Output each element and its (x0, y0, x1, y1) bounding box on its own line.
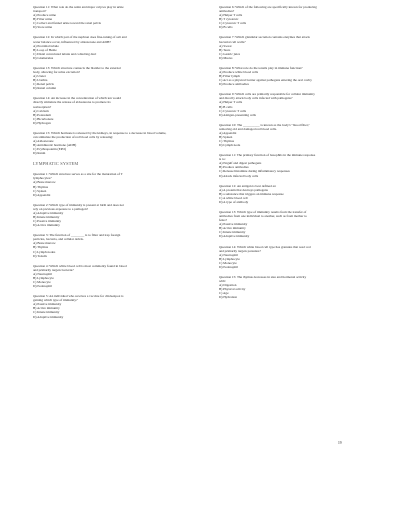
question-line: B) Produce antibodies (219, 165, 249, 170)
question-block (33, 5, 173, 29)
question-block (219, 245, 359, 269)
question-line: D) A type of antibody (219, 199, 249, 204)
question-line: C) Innate immunity (219, 230, 246, 235)
question-line: B) Lymphocyte (33, 275, 54, 280)
question-line: C) A white blood cell (219, 195, 248, 200)
question-line: B) Physical activity (219, 287, 246, 292)
question-text: Question 4: Which white blood cell is most commonly found in blood (33, 263, 127, 268)
question-block (33, 66, 173, 90)
question-line: D) Hydrogen (33, 120, 51, 125)
question-line: C) Lymph nodes (33, 249, 56, 254)
question-line: B) Potassium (33, 112, 51, 117)
question-line: rely on previous exposure to a pathogen? (33, 206, 88, 211)
left-column (33, 5, 173, 325)
question-list (33, 5, 173, 155)
question-line: A) Adaptive immunity (33, 210, 64, 215)
question-line: is to: (219, 157, 226, 162)
question-line: A) Neutrophil (33, 271, 52, 276)
question-line: D) Mucus (219, 55, 233, 60)
question-line: B) T cytotoxic (219, 17, 239, 22)
question-line: D) Tonsils (33, 253, 47, 258)
question-line: and directly attack body cells infected with pathogens? (219, 96, 293, 101)
question-line: B) Active immunity (219, 226, 246, 231)
question-line: B) Loop of Henle (33, 47, 57, 52)
question-text: Question 7: Which glandular secretion contains enzymes that attack (219, 35, 310, 40)
question-line: B) Lymphocyte (219, 256, 240, 261)
question-line: water balance occur, influenced by aldosterone and ADH? (33, 39, 111, 44)
question-line: B) Tears (219, 47, 231, 52)
question-line: D) B cells (219, 25, 233, 30)
question-block (33, 203, 173, 227)
question-block (33, 35, 173, 59)
question-line: A) Digestion (219, 283, 237, 288)
question-line: B) Thymus (33, 245, 49, 250)
question-line: C) Renal pelvis (33, 82, 54, 87)
question-text: Question 13: Which type of immunity results from the transfer of (219, 210, 307, 215)
question-line: D) Eosinophil (219, 264, 238, 269)
question-line: can stimulate the production of red blood cells by releasing: (33, 134, 114, 139)
question-line: D) Glomerulus (33, 55, 54, 60)
question-block (219, 92, 359, 116)
question-line: C) Spleen (33, 188, 47, 193)
question-line: A) Neutrophil (219, 252, 238, 257)
question-text: Question 11: The primary function of basophils in the immune response (219, 153, 316, 158)
question-text: Question 13: Which structure connects the bladder to the external (33, 65, 121, 70)
question-line: fetus? (219, 218, 227, 223)
question-line: removing old and damaged red blood cells. (219, 126, 277, 131)
question-line: A) Calcium (33, 108, 49, 113)
question-text: Question 15: The thymus decreases in size and hormonal activity (219, 275, 307, 280)
question-line: D) Eosinophil (33, 284, 52, 289)
question-line: body, allowing for urine excretion? (33, 69, 81, 74)
question-line: antibodies? (219, 9, 235, 14)
question-line: C) Cytotoxic T cells (219, 21, 247, 26)
question-line: C) Act as a physical barrier against pathogens entering the oral cavity (219, 78, 312, 83)
question-line: C) Collect and funnel urine toward the renal pelvis (33, 21, 101, 26)
question-line: reabsorption? (33, 104, 52, 109)
question-line: A) Passive immunity (219, 222, 248, 227)
question-line: B) Filter urine (33, 17, 53, 22)
question-line: B) Thymus (33, 184, 49, 189)
question-line: A) Aldosterone (33, 139, 54, 144)
question-line: D) Renin (33, 151, 46, 156)
question-line: D) Hydration (219, 295, 237, 300)
question-list (219, 5, 359, 299)
question-line: B) Active immunity (33, 306, 60, 311)
question-text: Question 3: The function of ________ is to filter and trap foreign (33, 233, 121, 238)
question-block (219, 153, 359, 177)
question-block (219, 66, 359, 86)
question-text: Question 6: Which of the following are specifically known for producing (219, 5, 317, 9)
question-line: C) Monocyte (219, 260, 237, 265)
question-line: C) Gastric juice (219, 51, 241, 56)
question-block (219, 5, 359, 29)
question-line: and primarily targets parasites? (219, 248, 261, 253)
question-line: C) Erythropoietin (EPO) (33, 147, 67, 152)
question-line: D) Adaptive immunity (33, 314, 64, 319)
question-line: B) Innate immunity (33, 215, 60, 219)
question-text: Question 14: An increase in the concentration of which ion would (33, 96, 122, 101)
question-line: A) Engulf and digest pathogens (219, 161, 262, 166)
question-text: Question 10: The __________ is known as the body's "blood filter," (219, 122, 310, 127)
question-line: with: (219, 279, 226, 284)
question-line: C) Distal convoluted tubule and collecting duct (33, 51, 97, 56)
question-text: Question 1: Which structure serves as a site for the maturation of T (33, 172, 123, 177)
question-line: B) Filter lymph (219, 74, 240, 79)
question-block (33, 96, 173, 124)
question-line: C) Thymus (219, 139, 235, 144)
question-line: B) Urethra (33, 78, 48, 83)
question-block (219, 184, 359, 204)
question-line: C) Bicarbonate (33, 116, 54, 121)
question-line: C) Monocyte (33, 279, 51, 284)
question-line: C) Passive immunity (33, 219, 62, 224)
question-text: Question 8: What role do the tonsils play in immune function? (219, 65, 303, 70)
question-block (33, 131, 173, 155)
question-block (33, 172, 173, 196)
question-text: Question 2: Which type of immunity is present at birth and does not (33, 202, 124, 207)
question-line: A) Bone marrow (33, 180, 56, 185)
question-line: D) Attack infected body cells (219, 173, 259, 178)
question-text: Question 12: An antigen is best defined as: (219, 183, 277, 188)
question-line: B) B cells (219, 104, 233, 109)
question-line: A) Appendix (219, 130, 237, 135)
question-text: Question 12: In which part of the nephron does fine-tuning of salt and (33, 35, 127, 40)
question-line: D) Adaptive immunity (219, 234, 250, 239)
question-line: A) Produce urine (33, 13, 57, 18)
question-block (219, 35, 359, 59)
question-line: particles, bacteria, and cellular debris. (33, 237, 84, 242)
question-line: D) Antigen-presenting cells (219, 112, 256, 117)
question-line: D) Appendix (33, 192, 51, 197)
question-line: A) A protein that destroys pathogens (219, 187, 268, 192)
question-text: Question 5: An individual who receives a vaccine for chickenpox is (33, 294, 124, 299)
question-line: A) Ureter (33, 74, 46, 79)
question-block (33, 264, 173, 288)
question-line: A) Passive immunity (33, 302, 62, 307)
question-line: D) Active immunity (33, 223, 60, 228)
question-line: A) Bone marrow (33, 241, 56, 246)
question-line: transport? (33, 9, 47, 14)
question-line: A) Helper T cells (219, 100, 243, 105)
question-block (33, 294, 173, 318)
question-line: C) Cytotoxic T cells (219, 108, 247, 113)
question-line: C) Innate immunity (33, 310, 60, 315)
question-line: B) a substance that triggers an immune response (219, 191, 284, 196)
question-line: D) Renal column (33, 86, 57, 91)
question-block (219, 210, 359, 238)
question-line: B) Spleen (219, 134, 233, 139)
question-line: A) Sweat (219, 43, 232, 48)
question-line: D) Lymph node (219, 143, 241, 148)
question-line: A) Produce white blood cells (219, 69, 259, 74)
section-title: LYMPHATIC SYSTEM (33, 161, 79, 167)
question-line: antibodies from one individual to another, such as from mother to (219, 214, 307, 219)
question-block (219, 123, 359, 147)
question-list (33, 172, 173, 318)
question-line: gaining which type of immunity? (33, 298, 78, 303)
question-line: D) Produce antibodies (219, 82, 249, 87)
question-line: bacterial cell walls? (219, 39, 246, 44)
question-text: Question 14: Which white blood cell type has granules that react red (219, 244, 311, 249)
question-block (33, 233, 173, 257)
question-line: A) Helper T cells (219, 13, 243, 18)
question-text: Question 11: What role do the renin and major calyces play in urine (33, 5, 124, 9)
question-line: A) Proximal tubule (33, 43, 59, 48)
question-line: D) Store urine (33, 25, 53, 30)
right-column (219, 5, 359, 306)
question-line: C) Release histamine during inflammatory responses (219, 169, 290, 174)
question-text: Question 9: Which cells are primarily responsible for cellular immunity (219, 92, 315, 97)
page-number: 19 (338, 441, 342, 445)
question-line: lymphocytes? (33, 176, 52, 181)
question-line: and primarily targets bacteria? (33, 267, 74, 272)
question-block (219, 275, 359, 299)
question-line: C) Age (219, 291, 229, 296)
question-text: Question 15: Which hormone is released by the kidneys, in response to a decrease in blood volume, (33, 130, 167, 135)
question-line: B) Antidiuretic hormone (ADH) (33, 143, 77, 148)
question-line: directly stimulate the release of aldosterone to promote its (33, 100, 111, 105)
